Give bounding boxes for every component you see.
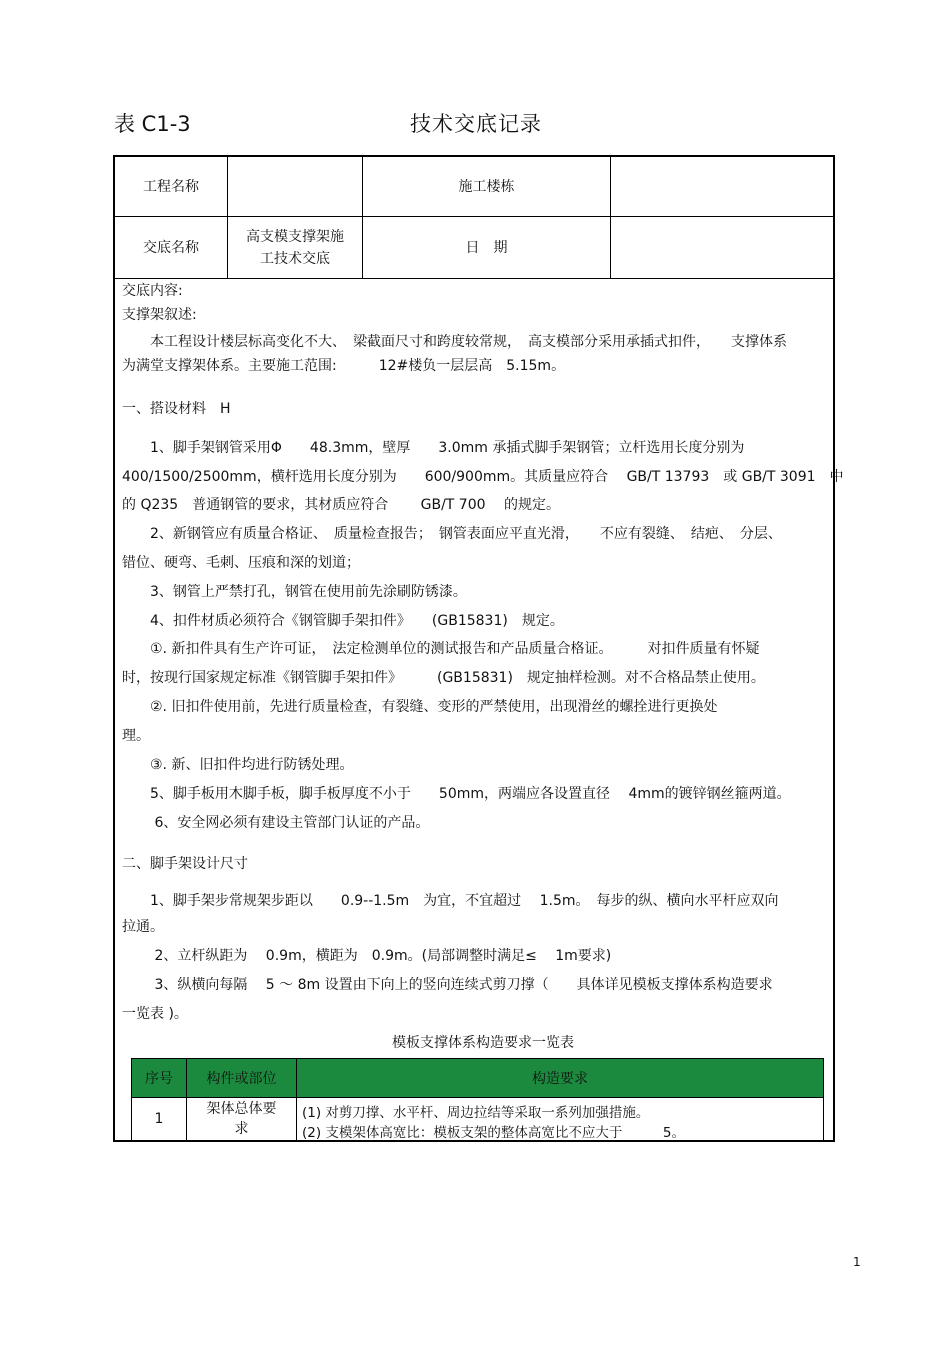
content-heading: 交底内容:	[122, 283, 183, 299]
content-line: 理。	[122, 728, 150, 744]
support-requirements-table	[131, 1058, 824, 1141]
content-line: 5、脚手板用木脚手板，脚手板厚度不小于 50mm，两端应各设置直径 4mm的镀锌钢丝箍两道。	[122, 786, 791, 802]
content-line: 1、脚手架步常规架步距以 0.9--1.5m 为宜，不宜超过 1.5m。 每步的纵、横向水平杆应双向	[122, 893, 779, 909]
disclosure-name-value[interactable]	[228, 217, 362, 278]
table-code: 表 C1-3	[114, 112, 191, 136]
content-line: 6、安全网必须有建设主管部门认证的产品。	[122, 815, 430, 831]
content-line: 支撑架叙述:	[122, 307, 197, 323]
content-line: 1、脚手架钢管采用Φ 48.3mm，壁厚 3.0mm 承插式脚手架钢管；立杆选用长度分别为	[122, 440, 745, 456]
header-part: 构件或部位	[187, 1059, 296, 1097]
content-line: ①. 新扣件具有生产许可证， 法定检测单位的测试报告和产品质量合格证。 对扣件质量有怀疑	[122, 641, 760, 657]
content-line: 时，按现行国家规定标准《钢管脚手架扣件》 (GB15831) 规定抽样检测。对不合格品禁止使用。	[122, 670, 765, 686]
section-heading: 二、脚手架设计尺寸	[122, 856, 248, 872]
content-line: 3、纵横向每隔 5 ～ 8m 设置由下向上的竖向连续式剪刀撑（ 具体详见模板支撑体系构造要求	[122, 977, 773, 993]
header-requirement: 构造要求	[297, 1059, 823, 1097]
row-no: 1	[154, 1111, 164, 1127]
content-line: ③. 新、旧扣件均进行防锈处理。	[122, 757, 354, 773]
content-line: 2、立杆纵距为 0.9m，横距为 0.9m。(局部调整时满足≤ 1m要求)	[122, 948, 612, 964]
content-line: 为满堂支撑架体系。主要施工范围: 12#楼负一层层高 5.15m。	[122, 358, 566, 374]
content-line: 4、扣件材质必须符合《钢管脚手架扣件》 (GB15831) 规定。	[122, 613, 564, 629]
content-line: 的 Q235 普通钢管的要求，其材质应符合 GB/T 700 的规定。	[122, 497, 560, 513]
content-line: 一览表 )。	[122, 1006, 188, 1022]
project-name-value[interactable]	[228, 157, 362, 216]
content-line: 2、新钢管应有质量合格证、 质量检查报告； 钢管表面应平直光滑， 不应有裂缝、 结疤、 分层、	[122, 526, 782, 542]
row-part-line2: 求	[234, 1121, 249, 1137]
building-value[interactable]	[611, 157, 833, 216]
date-value[interactable]	[611, 217, 833, 278]
row-part	[187, 1098, 296, 1140]
disclosure-name-label: 交底名称	[143, 239, 199, 256]
content-line: 错位、硬弯、毛刺、压痕和深的划道；	[122, 555, 360, 571]
content-line: 本工程设计楼层标高变化不大、 梁截面尺寸和跨度较常规， 高支模部分采用承插式扣件， 支撑体系	[122, 334, 787, 350]
page-number: 1	[853, 1255, 861, 1269]
page-title: 技术交底记录	[410, 112, 542, 136]
requirement-1: (1) 对剪刀撑、水平杆、周边拉结等采取一系列加强措施。	[302, 1105, 650, 1121]
disclosure-name-line2: 工技术交底	[260, 250, 330, 267]
content-line: 拉通。	[122, 919, 164, 935]
content-line: 3、钢管上严禁打孔，钢管在使用前先涂刷防锈漆。	[122, 584, 467, 600]
date-label: 日 期	[465, 239, 508, 256]
disclosure-name-line1: 高支模支撑架施	[246, 228, 344, 245]
col-divider	[296, 1059, 297, 1140]
content-line: ②. 旧扣件使用前，先进行质量检查，有裂缝、变形的严禁使用，出现滑丝的螺拴进行更换处	[122, 699, 718, 715]
row-divider	[115, 278, 833, 279]
row-part-line1: 架体总体要	[206, 1101, 277, 1117]
building-label: 施工楼栋	[458, 178, 515, 195]
sub-table-caption: 模板支撑体系构造要求一览表	[392, 1035, 574, 1051]
content-line: 400/1500/2500mm，横杆选用长度分别为 600/900mm。其质量应符合 GB/T 13793 或 GB/T 3091 中	[122, 469, 844, 485]
requirement-2: (2) 支模架体高宽比：模板支架的整体高宽比不应大于 5。	[302, 1125, 686, 1141]
section-heading: 一、搭设材料 H	[122, 401, 231, 417]
header-no: 序号	[132, 1059, 186, 1097]
project-name-label: 工程名称	[143, 178, 199, 195]
